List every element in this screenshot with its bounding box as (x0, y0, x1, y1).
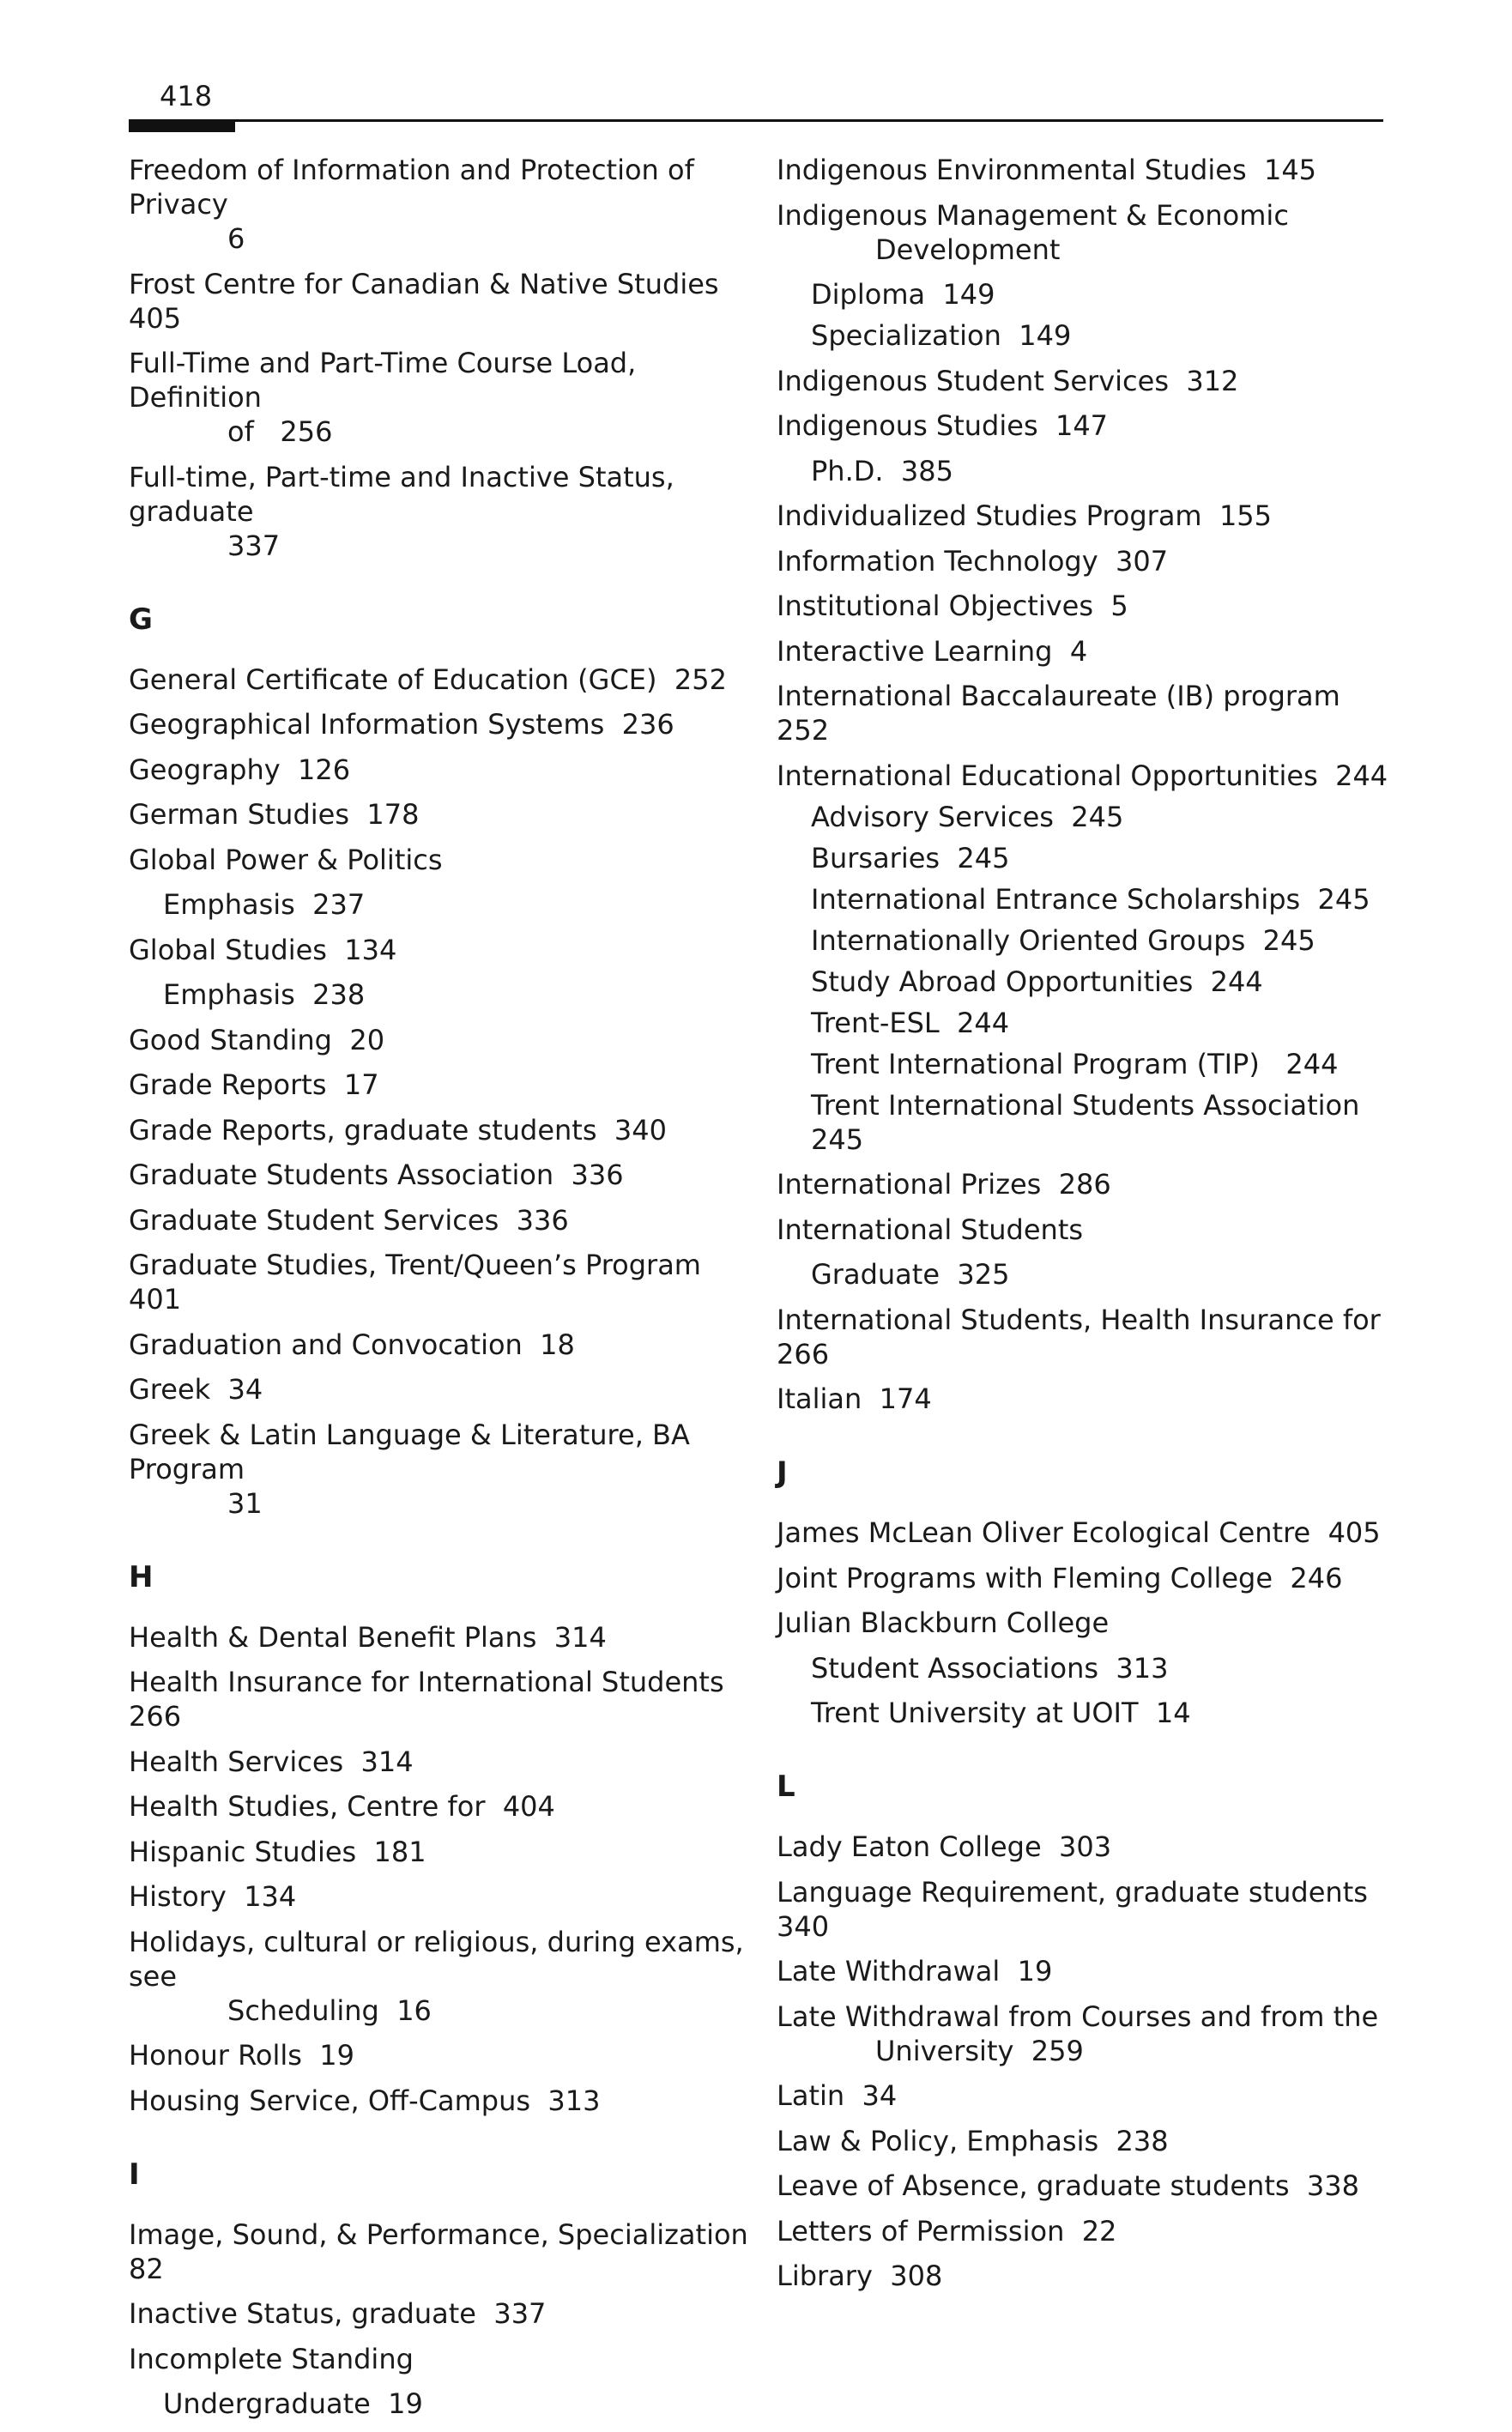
index-entry-text: Student Associations 313 (811, 1651, 1169, 1685)
index-subentry (129, 887, 751, 922)
index-entry (129, 1789, 751, 1824)
section-letter-heading: G (129, 602, 153, 637)
index-subentry (129, 977, 751, 1012)
index-entry-text: Individualized Studies Program 155 (777, 499, 1273, 532)
index-entry (129, 1620, 751, 1655)
index-subentry (777, 1047, 1399, 1081)
index-entry-text: Indigenous Student Services 312 (777, 364, 1239, 397)
index-entry-text: Indigenous Studies 147 (777, 409, 1109, 442)
index-entry-text: International Educational Opportunities 244 (777, 759, 1388, 792)
index-column-left (129, 153, 766, 2432)
index-entry-text: Language Requirement, graduate students 340 (777, 1875, 1386, 1943)
index-entry (777, 679, 1399, 747)
index-entry (777, 759, 1399, 793)
index-subentry (129, 2387, 751, 2421)
index-entry (129, 1665, 751, 1733)
index-entry (777, 1606, 1399, 1640)
index-entry (777, 2169, 1399, 2203)
index-subentry (777, 965, 1399, 999)
index-entry-text: Global Studies 134 (129, 933, 397, 966)
index-entry-text: Trent International Students Association 245 (811, 1088, 1377, 1156)
index-entry-text: Julian Blackburn College (777, 1606, 1110, 1639)
index-entry-text: Lady Eaton College 303 (777, 1830, 1112, 1863)
index-entry-text: International Baccalaureate (IB) program 252 (777, 680, 1358, 747)
index-entry-text: Bursaries 245 (811, 841, 1010, 874)
index-entry (777, 198, 1399, 267)
index-entry-text: Health & Dental Benefit Plans 314 (129, 1620, 607, 1654)
index-entry (777, 1875, 1399, 1944)
index-entry (129, 2217, 766, 2286)
index-entry (129, 753, 751, 787)
index-entry (129, 797, 751, 832)
index-entry-text: Image, Sound, & Performance, Specialization 82 (129, 2217, 766, 2285)
index-subentry (777, 1257, 1399, 1292)
index-entry-text: Geographical Information Systems 236 (129, 708, 674, 741)
index-entry-text: Full-Time and Part-Time Course Load, Definition (129, 347, 645, 414)
index-entry-text: Interactive Learning 4 (777, 634, 1088, 668)
index-entry-text: Diploma 149 (811, 278, 995, 311)
index-entry (777, 589, 1399, 623)
index-entry-text: International Entrance Scholarships 245 (811, 882, 1370, 916)
index-entry (129, 2084, 751, 2118)
index-entry-text: Grade Reports, graduate students 340 (129, 1113, 667, 1146)
index-entry (777, 1999, 1399, 2068)
index-entry-text: Greek & Latin Language & Literature, BA Program (129, 1418, 699, 1485)
index-entry (129, 1418, 751, 1521)
index-entry (777, 1830, 1399, 1864)
index-entry-text: Indigenous Environmental Studies 145 (777, 154, 1317, 186)
index-entry-text: Latin 34 (777, 2079, 898, 2112)
index-entry-text: German Studies 178 (129, 798, 420, 831)
index-subentry (777, 1088, 1399, 1157)
page-number: 418 (160, 80, 213, 112)
index-entry-text: Internationally Oriented Groups 245 (811, 923, 1315, 957)
index-entry (129, 1372, 751, 1407)
index-subentry (777, 882, 1399, 917)
index-entry-text: Health Insurance for International Students 266 (129, 1666, 741, 1733)
index-entry-text: Late Withdrawal from Courses and from the (777, 1999, 1379, 2033)
index-entry-text: Advisory Services 245 (811, 800, 1124, 833)
header-rule-accent (129, 120, 235, 132)
index-entry-continuation: 31 (227, 1486, 263, 1520)
header-rule (129, 119, 1383, 122)
index-entry-text: Health Services 314 (129, 1745, 414, 1778)
index-entry-text: Good Standing 20 (129, 1023, 385, 1056)
index-entry (129, 460, 751, 563)
index-subentry (777, 454, 1399, 488)
index-entry (129, 1203, 751, 1237)
index-entry-continuation: Development (875, 233, 1061, 266)
index-entry-text: Library 308 (777, 2260, 943, 2292)
index-column-right (777, 153, 1399, 2304)
index-entry-text: Institutional Objectives 5 (777, 590, 1128, 622)
index-entry-text: Indigenous Management & Economic (777, 198, 1289, 232)
section-letter-heading: I (129, 2157, 140, 2192)
index-entry-text: Health Studies, Centre for 404 (129, 1790, 555, 1823)
index-entry (129, 707, 751, 741)
index-entry-continuation: Scheduling 16 (227, 1993, 432, 2027)
index-entry (777, 1515, 1399, 1550)
index-entry-text: Late Withdrawal 19 (777, 1955, 1053, 1987)
index-entry-text: Graduation and Convocation 18 (129, 1328, 575, 1361)
index-entry (777, 408, 1399, 443)
index-entry-text: Holidays, cultural or religious, during exams, see (129, 1925, 753, 1993)
index-entry (777, 1167, 1399, 1201)
index-entry-text: Information Technology 307 (777, 544, 1169, 578)
index-entry-text: International Prizes 286 (777, 1168, 1111, 1201)
index-entry-text: Graduate Studies, Trent/Queen’s Program 401 (129, 1249, 719, 1316)
index-entry (777, 1382, 1399, 1416)
index-entry-text: Joint Programs with Fleming College 246 (777, 1561, 1343, 1594)
index-entry-text: Greek 34 (129, 1373, 263, 1406)
index-entry (777, 1303, 1399, 1371)
index-entry-text: Honour Rolls 19 (129, 2039, 354, 2072)
index-entry (777, 2078, 1399, 2113)
index-entry (129, 2342, 751, 2376)
index-subentry (777, 1006, 1399, 1040)
section-letter-heading: J (777, 1455, 788, 1490)
index-subentry (777, 277, 1399, 312)
index-entry-continuation: University 259 (875, 2034, 1084, 2067)
index-entry (129, 1835, 751, 1869)
index-entry-text: Freedom of Information and Protection of Privacy (129, 154, 704, 221)
index-entry (129, 2296, 751, 2331)
index-entry (129, 267, 751, 336)
index-entry-text: Geography 126 (129, 753, 351, 786)
index-entry-text: Undergraduate 19 (163, 2387, 423, 2420)
index-entry-text: Italian 174 (777, 1382, 932, 1415)
index-entry (777, 2214, 1399, 2248)
index-entry (129, 153, 751, 256)
index-entry-text: General Certificate of Education (GCE) 252 (129, 662, 727, 696)
index-entry-text: Hispanic Studies 181 (129, 1835, 426, 1868)
index-entry-text: Letters of Permission 22 (777, 2214, 1117, 2247)
index-entry-text: Graduate Students Association 336 (129, 1159, 624, 1191)
index-entry-text: Frost Centre for Canadian & Native Studies 405 (129, 267, 736, 335)
index-subentry (777, 318, 1399, 353)
index-entry (777, 153, 1399, 187)
index-entry-text: Trent-ESL 244 (811, 1006, 1010, 1039)
section-letter-heading: L (777, 1770, 795, 1804)
index-subentry (777, 1696, 1399, 1730)
index-entry (129, 843, 751, 877)
index-subentry (777, 841, 1399, 875)
index-entry (129, 1248, 751, 1316)
index-entry-text: International Students, Health Insurance for 266 (777, 1303, 1399, 1370)
index-entry-text: James McLean Oliver Ecological Centre 405 (777, 1516, 1381, 1549)
index-entry (129, 1745, 751, 1779)
index-entry (777, 544, 1399, 578)
index-entry (777, 1561, 1399, 1595)
index-entry-text: Global Power & Politics (129, 843, 443, 876)
index-entry-text: Graduate Student Services 336 (129, 1203, 569, 1237)
index-entry (129, 1068, 751, 1102)
index-subentry (777, 923, 1399, 958)
index-entry (129, 1328, 751, 1362)
index-entry-text: Study Abroad Opportunities 244 (811, 965, 1263, 998)
index-subentry (777, 800, 1399, 834)
index-entry (777, 2124, 1399, 2158)
index-subentry (777, 1651, 1399, 1685)
index-entry-text: Trent International Program (TIP) 244 (811, 1047, 1339, 1080)
index-entry (777, 1954, 1399, 1988)
index-entry-text: Grade Reports 17 (129, 1068, 379, 1101)
index-entry-text: Emphasis 238 (163, 978, 366, 1011)
index-entry (777, 364, 1399, 398)
index-entry-text: Law & Policy, Emphasis 238 (777, 2124, 1169, 2157)
index-entry (129, 1158, 751, 1192)
index-entry-continuation: of 256 (227, 415, 333, 448)
index-entry-text: Incomplete Standing (129, 2342, 414, 2375)
index-entry (129, 2038, 751, 2072)
index-entry-text: Leave of Absence, graduate students 338 (777, 2169, 1359, 2202)
index-entry (129, 662, 751, 697)
index-entry-text: Trent University at UOIT 14 (811, 1697, 1191, 1729)
index-entry-continuation: 6 (227, 222, 245, 255)
index-entry-text: Ph.D. 385 (811, 454, 953, 487)
index-entry (129, 933, 751, 967)
index-entry (129, 1879, 751, 1914)
index-entry (129, 1023, 751, 1057)
index-entry (777, 1213, 1399, 1247)
section-letter-heading: H (129, 1559, 154, 1594)
index-entry (129, 346, 751, 449)
index-entry-text: Full-time, Part-time and Inactive Status, graduate (129, 460, 683, 528)
index-entry (129, 1113, 751, 1147)
index-entry-text: Specialization 149 (811, 319, 1072, 352)
index-entry-text: Inactive Status, graduate 337 (129, 2297, 547, 2330)
index-entry (777, 2259, 1399, 2293)
index-entry-text: History 134 (129, 1880, 297, 1913)
index-entry-text: International Students (777, 1213, 1084, 1246)
index-entry (777, 499, 1399, 533)
index-entry-text: Graduate 325 (811, 1258, 1010, 1291)
index-entry (129, 1925, 751, 2028)
index-entry-continuation: 337 (227, 529, 281, 562)
index-entry-text: Emphasis 237 (163, 888, 366, 921)
index-entry (777, 634, 1399, 668)
index-entry-text: Housing Service, Off-Campus 313 (129, 2084, 601, 2117)
